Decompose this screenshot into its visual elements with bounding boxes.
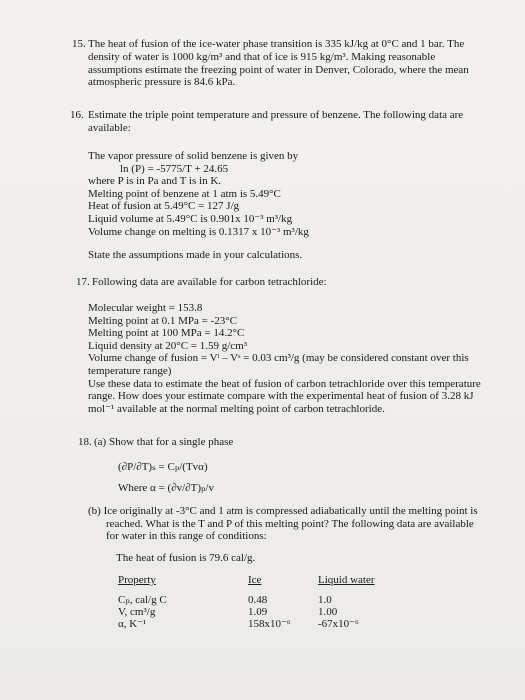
- table-header: Property: [118, 574, 156, 586]
- question-number: 18.: [78, 436, 92, 448]
- q16-data-line: Heat of fusion at 5.49°C = 127 J/g: [88, 200, 240, 213]
- table-cell: V, cm³/g: [118, 606, 156, 618]
- table-cell: 158x10⁻⁶: [248, 618, 291, 630]
- q18-part-b-line: (b) Ice originally at -3°C and 1 atm is compressed adiabatically until the melting point is: [88, 505, 478, 517]
- q18-part-a: (a) Show that for a single phase: [94, 436, 234, 448]
- q17-data-block: [88, 302, 481, 415]
- q16-data-block: [88, 150, 309, 238]
- question-number: 16.: [70, 109, 84, 121]
- q17-data-line: Use these data to estimate the heat of fusion of carbon tetrachloride over this temperature: [88, 377, 481, 390]
- table-column-liquid-water: [318, 574, 375, 630]
- q16-data-line: where P is in Pa and T is in K.: [88, 175, 222, 188]
- question-number: 15.: [72, 38, 86, 50]
- q16-closing: [88, 249, 302, 262]
- q16-data-line: Melting point of benzene at 1 atm is 5.49°C: [88, 187, 281, 200]
- question-number: 17.: [76, 276, 90, 288]
- q18-equation-2: [118, 482, 214, 495]
- question-16: [58, 109, 501, 135]
- q17-data-line: mol⁻¹ available at the normal melting point of carbon tetrachloride.: [88, 402, 385, 415]
- q18-heat-text: The heat of fusion is 79.6 cal/g.: [116, 552, 256, 564]
- q17-data-line: Molecular weight = 153.8: [88, 302, 203, 314]
- q15-line: The heat of fusion of the ice-water phase transition is 335 kJ/kg at 0°C and 1 bar. The: [88, 38, 465, 50]
- table-cell: Cₚ, cal/g C: [118, 594, 167, 606]
- q16-data-line: Volume change on melting is 0.1317 x 10⁻³ m³/kg: [88, 225, 309, 238]
- q16-equation: ln (P) = -5775/T + 24.65: [120, 162, 229, 175]
- q15-line: density of water is 1000 kg/m³ and that of ice is 915 kg/m³. Making reasonable: [88, 50, 436, 63]
- q17-data-line: Melting point at 0.1 MPa = -23°C: [88, 314, 238, 327]
- q18-eq1-text: (∂P/∂T)ₛ = Cₚ/(Tvα): [118, 461, 208, 473]
- q17-intro: Following data are available for carbon tetrachloride:: [92, 276, 327, 288]
- question-18: [58, 436, 501, 449]
- q17-data-line: range. How does your estimate compare with the experimental heat of fusion of 3.28 kJ: [88, 390, 474, 403]
- table-cell: 1.00: [318, 606, 338, 618]
- q17-data-line: Volume change of fusion = Vˡ – Vˢ = 0.03 cm³/g (may be considered constant over this: [88, 352, 469, 365]
- q18-heat-of-fusion: [116, 552, 255, 565]
- q15-line: assumptions estimate the freezing point of water in Denver, Colorado, where the mean: [88, 63, 469, 76]
- table-column-property: [118, 574, 167, 630]
- q18-eq2-text: Where α = (∂v/∂T)ₚ/v: [118, 482, 214, 494]
- q18-equation-1: [118, 461, 208, 474]
- question-17: [58, 276, 501, 289]
- table-cell: 1.09: [248, 606, 268, 618]
- table-cell: α, K⁻¹: [118, 618, 147, 630]
- property-table: [118, 574, 418, 634]
- q18-part-b-line: reached. What is the T and P of this melting point? The following data are available: [106, 517, 474, 530]
- table-column-ice: [248, 574, 291, 630]
- q16-intro-line: available:: [88, 122, 131, 134]
- table-header: Liquid water: [318, 574, 375, 586]
- question-15: [58, 38, 501, 89]
- q18-part-b: [88, 505, 478, 543]
- q15-line: atmospheric pressure is 84.6 kPa.: [88, 76, 236, 89]
- q17-data-line: Melting point at 100 MPa = 14.2°C: [88, 327, 245, 340]
- table-header: Ice: [248, 574, 262, 586]
- q18-part-b-line: for water in this range of conditions:: [106, 530, 267, 543]
- q16-data-line: Liquid volume at 5.49°C is 0.901x 10⁻³ m³/kg: [88, 212, 293, 225]
- q16-data-line: The vapor pressure of solid benzene is given by: [88, 150, 299, 162]
- q17-data-line: temperature range): [88, 364, 172, 377]
- table-cell: 0.48: [248, 594, 268, 606]
- table-cell: -67x10⁻⁶: [318, 618, 359, 630]
- q17-data-line: Liquid density at 20°C = 1.59 g/cm³: [88, 339, 248, 352]
- table-cell: 1.0: [318, 594, 332, 606]
- q16-intro-line: Estimate the triple point temperature and pressure of benzene. The following data are: [88, 109, 464, 121]
- q16-closing-text: State the assumptions made in your calculations.: [88, 249, 303, 261]
